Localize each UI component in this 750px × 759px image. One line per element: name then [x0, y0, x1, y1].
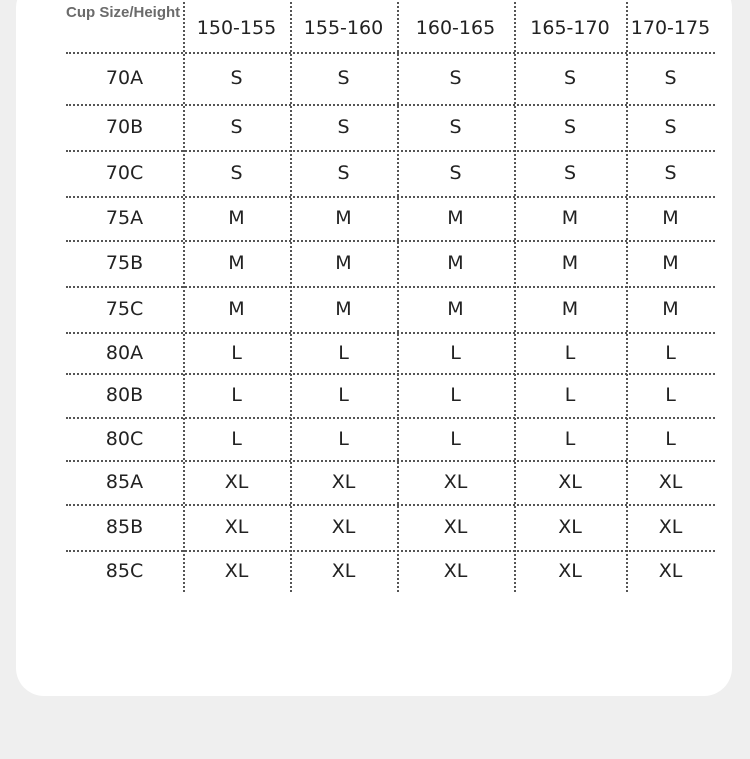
size-cell: L [231, 427, 242, 450]
size-cell: M [662, 298, 679, 320]
corner-label: Cup Size/Height [66, 4, 181, 21]
size-cell: L [231, 341, 242, 364]
size-cell: M [561, 298, 579, 320]
size-cell: S [449, 116, 462, 138]
size-cell: M [447, 298, 464, 320]
size-cell: S [664, 67, 677, 89]
size-cell: M [561, 207, 579, 229]
size-cell: XL [658, 560, 683, 582]
column-divider [397, 0, 399, 592]
size-cell: S [563, 67, 577, 89]
size-cell: XL [658, 516, 683, 538]
size-cell: M [228, 207, 245, 229]
size-cell: S [337, 116, 350, 138]
table-row [66, 240, 715, 286]
size-cell: L [450, 341, 461, 364]
cup-size-label: 70B [105, 116, 144, 138]
size-cell: L [338, 427, 349, 450]
table-row [66, 550, 715, 592]
cup-size-label: 85B [105, 516, 144, 538]
size-cell: S [563, 162, 577, 184]
size-cell: S [449, 162, 462, 184]
size-cell: L [231, 384, 242, 406]
cup-size-label: 75A [105, 207, 144, 229]
size-cell: XL [224, 560, 249, 582]
column-divider [626, 0, 628, 592]
cup-size-label: 80C [105, 427, 144, 450]
table-row [66, 286, 715, 332]
size-cell: S [337, 162, 350, 184]
size-cell: S [337, 67, 350, 89]
size-cell: S [230, 67, 243, 89]
cup-size-label: 75B [105, 252, 144, 274]
size-cell: L [564, 341, 576, 364]
size-cell: S [230, 162, 243, 184]
size-cell: XL [331, 560, 356, 582]
size-cell: M [662, 252, 679, 274]
size-cell: L [564, 427, 576, 450]
size-cell: L [665, 384, 676, 406]
height-header: 155-160 [303, 17, 384, 39]
size-cell: S [664, 116, 677, 138]
height-header: 150-155 [196, 17, 277, 39]
size-cell: XL [224, 516, 249, 538]
size-cell: XL [558, 516, 582, 538]
size-cell: XL [558, 560, 582, 582]
table-row [66, 196, 715, 240]
size-cell: L [338, 341, 349, 364]
cup-size-label: 70C [105, 162, 144, 184]
cup-size-label: 85A [105, 471, 144, 493]
column-divider [290, 0, 292, 592]
size-cell: L [564, 384, 576, 406]
size-cell: S [664, 162, 677, 184]
column-divider [514, 0, 516, 592]
table-row [66, 332, 715, 373]
size-cell: L [450, 384, 461, 406]
height-header: 165-170 [530, 17, 610, 39]
size-cell: XL [558, 471, 582, 493]
table-row [66, 417, 715, 460]
size-cell: XL [331, 471, 356, 493]
size-cell: XL [224, 471, 249, 493]
size-cell: L [450, 427, 461, 450]
size-cell: M [662, 207, 679, 229]
size-cell: XL [658, 471, 683, 493]
cup-size-label: 70A [105, 67, 144, 89]
header-row [66, 0, 715, 52]
size-cell: L [665, 427, 676, 450]
table-row [66, 504, 715, 550]
size-chart-card [16, 0, 732, 696]
table-row [66, 150, 715, 196]
table-row [66, 460, 715, 504]
size-cell: XL [443, 560, 468, 582]
size-cell: S [449, 67, 462, 89]
height-header: 170-175 [630, 17, 711, 39]
size-cell: XL [443, 471, 468, 493]
size-cell: L [665, 341, 676, 364]
size-cell: M [561, 252, 579, 274]
size-cell: S [563, 116, 577, 138]
size-cell: M [335, 298, 352, 320]
column-divider [183, 0, 185, 592]
size-cell: S [230, 116, 243, 138]
size-cell: M [447, 252, 464, 274]
cup-size-label: 85C [105, 560, 144, 582]
size-cell: M [447, 207, 464, 229]
size-cell: M [335, 207, 352, 229]
size-cell: M [228, 252, 245, 274]
cup-size-label: 80A [105, 341, 144, 364]
table-row [66, 373, 715, 417]
table-row [66, 104, 715, 150]
table-row [66, 52, 715, 104]
cup-size-label: 80B [105, 384, 144, 406]
size-cell: M [335, 252, 352, 274]
height-header: 160-165 [415, 17, 496, 39]
size-cell: M [228, 298, 245, 320]
size-cell: XL [443, 516, 468, 538]
cup-size-label: 75C [105, 298, 144, 320]
size-cell: XL [331, 516, 356, 538]
size-cell: L [338, 384, 349, 406]
